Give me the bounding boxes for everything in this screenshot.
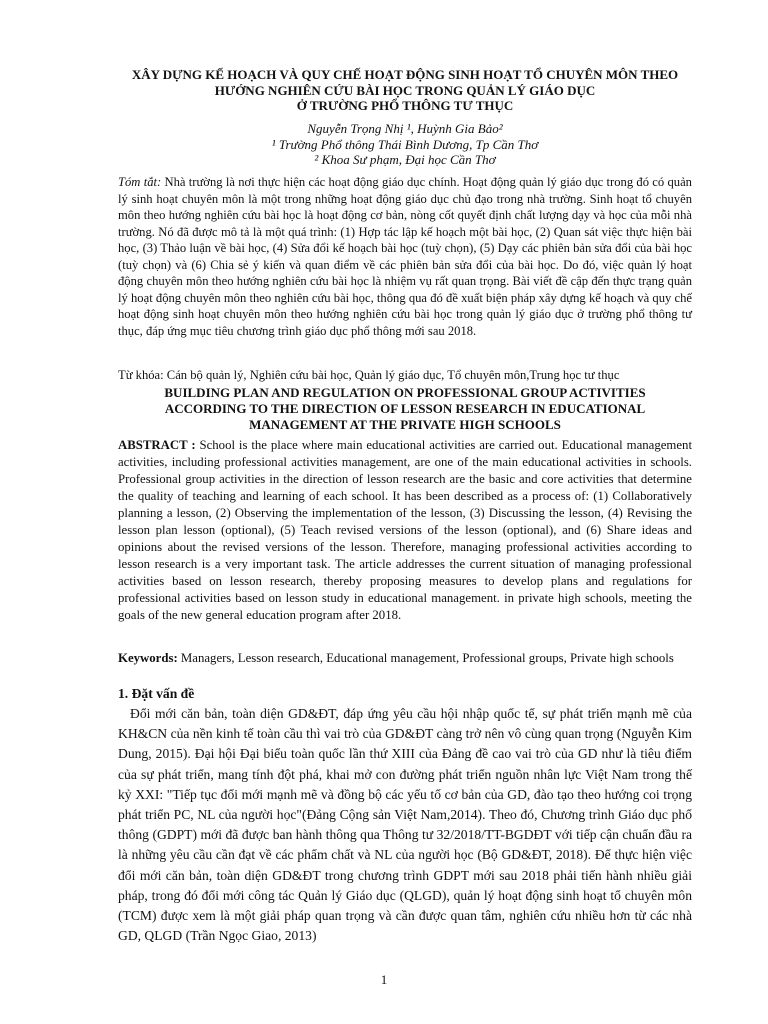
title-vietnamese bbox=[118, 67, 692, 114]
abstract-label: ABSTRACT : bbox=[118, 438, 196, 452]
title-en-line-2: ACCORDING TO THE DIRECTION OF LESSON RESEARCH IN EDUCATIONAL bbox=[164, 401, 646, 417]
summary-vietnamese bbox=[118, 174, 692, 339]
affiliation-2: ² Khoa Sư phạm, Đại học Cần Thơ bbox=[314, 152, 496, 167]
section-1-paragraph bbox=[118, 704, 692, 946]
page-number: 1 bbox=[380, 972, 388, 987]
title-vi-line-3: Ở TRƯỜNG PHỔ THÔNG TƯ THỤC bbox=[296, 98, 514, 113]
keywords-text: Managers, Lesson research, Educational management, Professional groups, Private high schools bbox=[177, 651, 674, 665]
abstract-english bbox=[118, 437, 692, 624]
summary-label: Tóm tắt: bbox=[118, 175, 162, 189]
keywords-english bbox=[118, 650, 692, 667]
title-en-line-1: BUILDING PLAN AND REGULATION ON PROFESSIONAL GROUP ACTIVITIES bbox=[164, 385, 646, 400]
affiliation-1: ¹ Trường Phổ thông Thái Bình Dương, Tp Cần Thơ bbox=[271, 136, 539, 152]
section-1-text: Đổi mới căn bản, toàn diện GD&ĐT, đáp ứng yêu cầu hội nhập quốc tế, sự phát triển mạnh mẽ của KH&CN của nền kinh tế toàn cầu thì vai trò của GD&ĐT càng trở nên vô cùng quan trọng (Nguyễn Kim Dung, 2015). Đại hội Đại biểu toàn quốc lần thứ XIII của Đảng đề cao vai trò của GD như là tiêu điểm của sự phát triển, mang tính đột phá, khai mở con đường phát triển nguồn nhân lực Việt Nam trong thế kỷ XXI: "Tiếp tục đổi mới mạnh mẽ và đồng bộ các yếu tố cơ bản của GD, đào tạo theo hướng coi trọng phát triển PC, NL của người học"(Đảng Cộng sản Việt Nam,2014). Theo đó, Chương trình Giáo dục phổ thông (GDPT) mới đã được ban hành thông qua Thông tư 32/2018/TT-BGDĐT với tiếp cận chuẩn đầu ra là những yêu cầu cần đạt về các phẩm chất và NL của người học (Bộ GD&ĐT, 2018). Để thực hiện việc đổi mới căn bản, toàn diện GD&ĐT trong chương trình GDPT mới sau 2018 phải tiến hành nhiều giải pháp, trong đó đổi mới công tác Quản lý Giáo dục (QLGD), quản lý hoạt động sinh hoạt tổ chuyên môn (TCM) được xem là một giải pháp quan trọng và cần được quan tâm, nghiên cứu nhiều hơn từ các nhà GD, QLGD (Trần Ngọc Giao, 2013) bbox=[118, 706, 692, 944]
keywords-vietnamese: Từ khóa: Cán bộ quản lý, Nghiên cứu bài học, Quản lý giáo dục, Tổ chuyên môn,Trung học tư thục bbox=[118, 368, 620, 382]
section-1-heading: 1. Đặt vấn đề bbox=[118, 686, 195, 701]
authors: Nguyễn Trọng Nhị ¹, Huỳnh Gia Bảo² bbox=[307, 121, 503, 136]
title-en-line-3: MANAGEMENT AT THE PRIVATE HIGH SCHOOLS bbox=[249, 417, 561, 433]
keywords-label: Keywords: bbox=[118, 651, 178, 665]
abstract-text: School is the place where main educational activities are carried out. Educational management activities, including professional activities management, are one of the main educational activities in schools. Professional group activities in the direction of lesson research are the basic and core activities that determine the quality of teaching and learning of each school. It has been described as a process of: (1) Collaboratively planning a lesson, (2) Observing the implementation of the lesson, (3) Discussing the lesson, (4) Revising the lesson plan lesson (optional), (5) Teach revised versions of the lesson (optional), and (6) Share ideas and opinions about the revised versions of the lesson. Therefore, managing professional activities according to lesson research is a very important task. The article addresses the current situation of managing professional activities based on lesson research, thereby proposing measures to develop plans and regulations for professional activities based on lesson study in educational management. in private high schools, meeting the goals of the new general education program after 2018. bbox=[118, 438, 692, 622]
summary-text: Nhà trường là nơi thực hiện các hoạt động giáo dục chính. Hoạt động quản lý giáo dục trong đó có quản lý sinh hoạt chuyên môn là một trong những hoạt động giáo dục chủ đạo trong nhà trường. Sinh hoạt tổ chuyên môn theo hướng nghiên cứu bài học là hoạt động cơ bản, nòng cốt quyết định chất lượng dạy và học của mỗi nhà trường. Nó đã được mô tả là một quá trình: (1) Hợp tác lập kế hoạch một bài học, (2) Quan sát việc thực hiện bài học, (3) Thảo luận về bài học, (4) Sửa đổi kế hoạch bài học (tuỳ chọn), (5) Dạy các phiên bản sửa đổi của bài học (tuỳ chọn) và (6) Chia sẻ ý kiến và quan điểm về các phiên bản sửa đổi của bài học. Do đó, việc quản lý hoạt động chuyên môn theo hướng nghiên cứu bài học là nhiệm vụ rất quan trọng. Bài viết đề cập đến thực trạng quản lý hoạt động chuyên môn theo nghiên cứu bài học, thông qua đó đề xuất biện pháp xây dựng kế hoạch và quy chế hoạt động sinh hoạt chuyên môn theo hướng nghiên cứu bài học trong quản lý giáo dục ở trường phổ thông tư thục, đáp ứng mục tiêu chương trình giáo dục phổ thông mới sau 2018. bbox=[118, 175, 692, 338]
title-vi-line-1: XÂY DỰNG KẾ HOẠCH VÀ QUY CHẾ HOẠT ĐỘNG SINH HOẠT TỔ CHUYÊN MÔN THEO bbox=[131, 67, 679, 82]
title-english bbox=[118, 385, 692, 434]
title-vi-line-2: HƯỚNG NGHIÊN CỨU BÀI HỌC TRONG QUẢN LÝ GIÁO DỤC bbox=[214, 82, 596, 98]
author-block bbox=[118, 121, 692, 168]
